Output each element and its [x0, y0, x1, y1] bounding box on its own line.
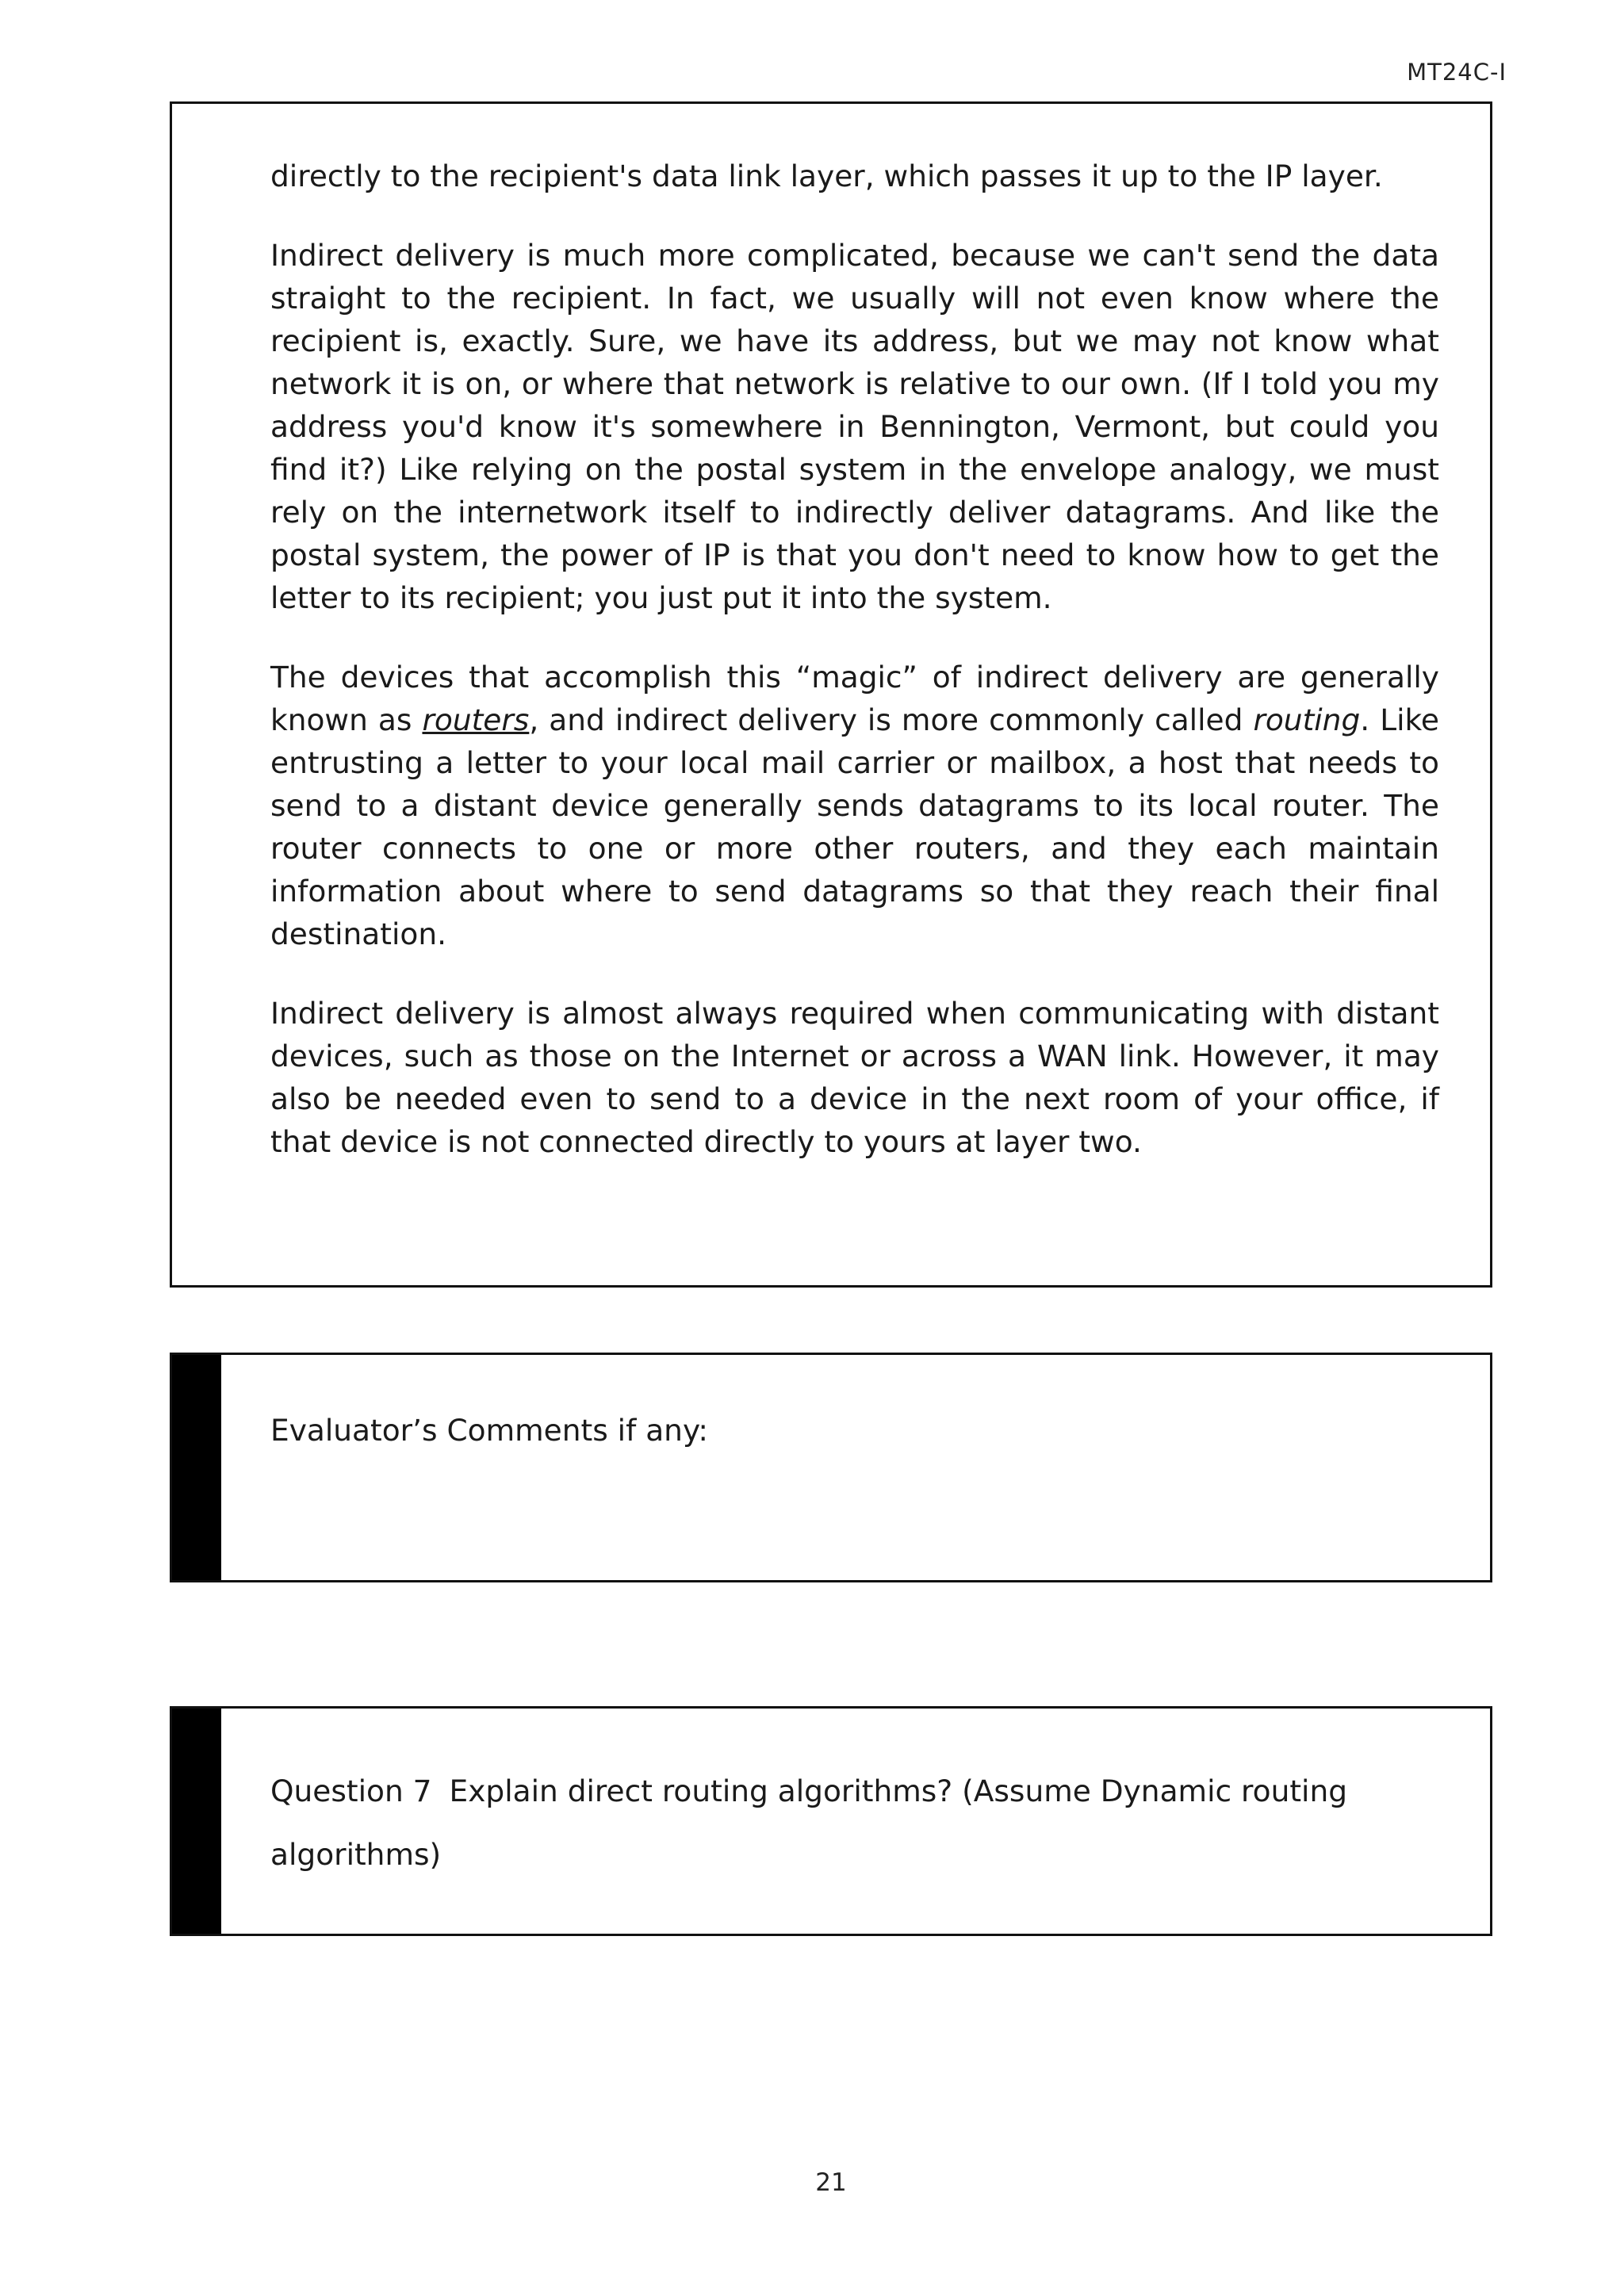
answer-paragraph-4: Indirect delivery is almost always required when communicating with distant devices, such as those on the Internet or across a WAN link. However, it may also be needed even to send to a device in the next room of your office, if that device is not connected directly to yours at layer two.: [270, 996, 1439, 1159]
paragraph-3-text-c: . Like entrusting a letter to your local mail carrier or mailbox, a host that needs to send to a distant device generally sends datagrams to its local router. The router connects to one or more other routers, and they each maintain information about where to send datagrams so that they reach their final destination.: [270, 702, 1439, 951]
answer-paragraph-3: [270, 656, 1439, 955]
answer-content: [270, 155, 1439, 1200]
question-side-bar: [172, 1709, 221, 1934]
answer-paragraph-1: directly to the recipient's data link layer, which passes it up to the IP layer.: [270, 159, 1383, 193]
paragraph-3-text-a: The devices that accomplish this “magic” of indirect delivery are generally known as: [270, 660, 1439, 737]
question-text: [270, 1759, 1439, 1886]
answer-paragraph-2: Indirect delivery is much more complicated, because we can't send the data straight to the recipient. In fact, we usually will not even know where the recipient is, exactly. Sure, we have its address, but we may not know what network it is on, or where that network is relative to our own. (If I told you my address you'd know it's somewhere in Bennington, Vermont, but could you find it?) Like relying on the postal system in the envelope analogy, we must rely on the internetwork itself to indirectly deliver datagrams. And like the postal system, the power of IP is that you don't need to know how to get the letter to its recipient; you just put it into the system.: [270, 238, 1439, 615]
question-body: Explain direct routing algorithms? (Assume Dynamic routing algorithms): [270, 1774, 1348, 1872]
question-box: [170, 1706, 1492, 1936]
answer-box: [170, 101, 1492, 1288]
doc-code: MT24C-I: [1407, 59, 1507, 86]
page-number: 21: [815, 2168, 847, 2197]
evaluator-comments-box: [170, 1353, 1492, 1582]
paragraph-3-text-b: , and indirect delivery is more commonly called: [529, 702, 1254, 737]
evaluator-comments-label: Evaluator’s Comments if any:: [270, 1413, 709, 1448]
term-routers: routers: [422, 702, 530, 737]
question-number: Question 7: [270, 1774, 432, 1808]
evaluator-side-bar: [172, 1355, 221, 1580]
term-routing: routing: [1253, 702, 1361, 737]
